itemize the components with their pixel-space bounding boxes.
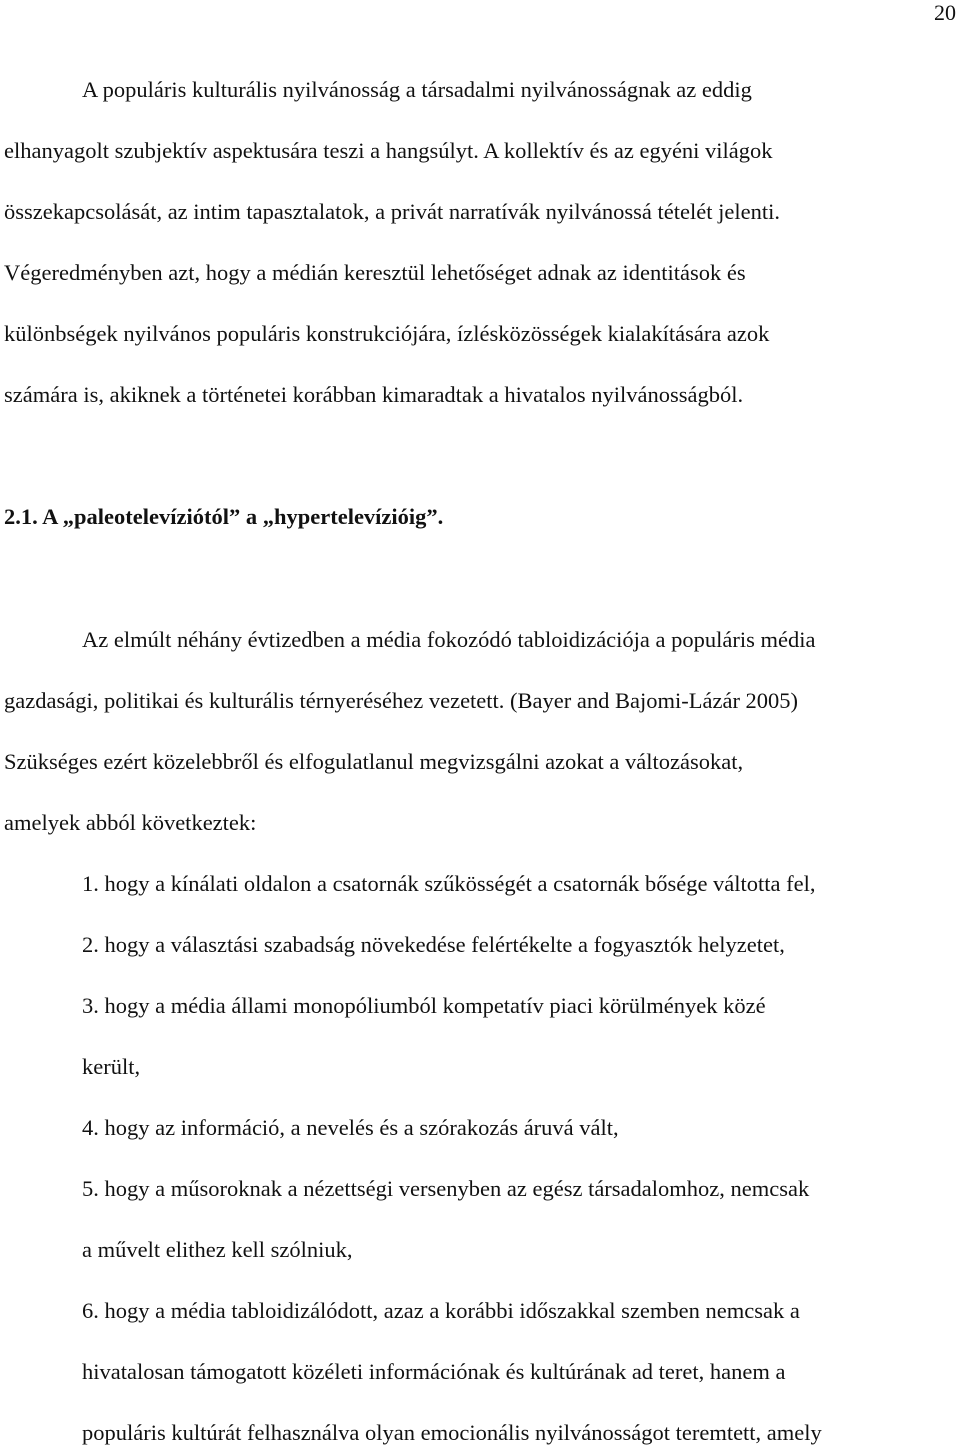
text-line: különbségek nyilvános populáris konstrukciójára, ízlésközösségek kialakítására azok — [4, 321, 770, 346]
text-line: amelyek abból következtek: — [4, 810, 257, 835]
text-line: Szükséges ezért közelebbről és elfogulatlanul megvizsgálni azokat a változásokat, — [4, 749, 744, 774]
page-number: 20 — [934, 0, 956, 25]
list-item: 3. hogy a média állami monopóliumból kompetatív piaci körülmények közé — [82, 993, 766, 1018]
text-line: A populáris kulturális nyilvánosság a társadalmi nyilvánosságnak az eddig — [82, 77, 752, 102]
list-item: 5. hogy a műsoroknak a nézettségi versenyben az egész társadalomhoz, nemcsak — [82, 1176, 810, 1201]
text-line: számára is, akiknek a történetei korábban kimaradtak a hivatalos nyilvánosságból. — [4, 382, 744, 407]
list-item: 6. hogy a média tabloidizálódott, azaz a korábbi időszakkal szemben nemcsak a — [82, 1298, 800, 1323]
list-item-continuation: hivatalosan támogatott közéleti információnak és kultúrának ad teret, hanem a — [82, 1359, 786, 1384]
text-line: elhanyagolt szubjektív aspektusára teszi a hangsúlyt. A kollektív és az egyéni világok — [4, 138, 773, 163]
text-line: Az elmúlt néhány évtizedben a média fokozódó tabloidizációja a populáris média — [82, 627, 816, 652]
text-line: Végeredményben azt, hogy a médián keresztül lehetőséget adnak az identitások és — [4, 260, 746, 285]
list-item: 1. hogy a kínálati oldalon a csatornák szűkösségét a csatornák bősége váltotta fel, — [82, 871, 816, 896]
list-item-continuation: populáris kultúrát felhasználva olyan emocionális nyilvánosságot teremtett, amely — [82, 1420, 822, 1445]
text-line: összekapcsolását, az intim tapasztalatok, a privát narratívák nyilvánossá tételét jelenti. — [4, 199, 780, 224]
text-line: gazdasági, politikai és kulturális térnyeréséhez vezetett. (Bayer and Bajomi-Lázár 2005) — [4, 688, 799, 713]
list-item-continuation: került, — [82, 1054, 141, 1079]
list-item: 4. hogy az információ, a nevelés és a szórakozás áruvá vált, — [82, 1115, 619, 1140]
list-item-continuation: a művelt elithez kell szólniuk, — [82, 1237, 353, 1262]
section-heading: 2.1. A „paleotelevíziótól” a „hypertelevízióig”. — [4, 504, 444, 529]
list-item: 2. hogy a választási szabadság növekedése felértékelte a fogyasztók helyzetet, — [82, 932, 785, 957]
